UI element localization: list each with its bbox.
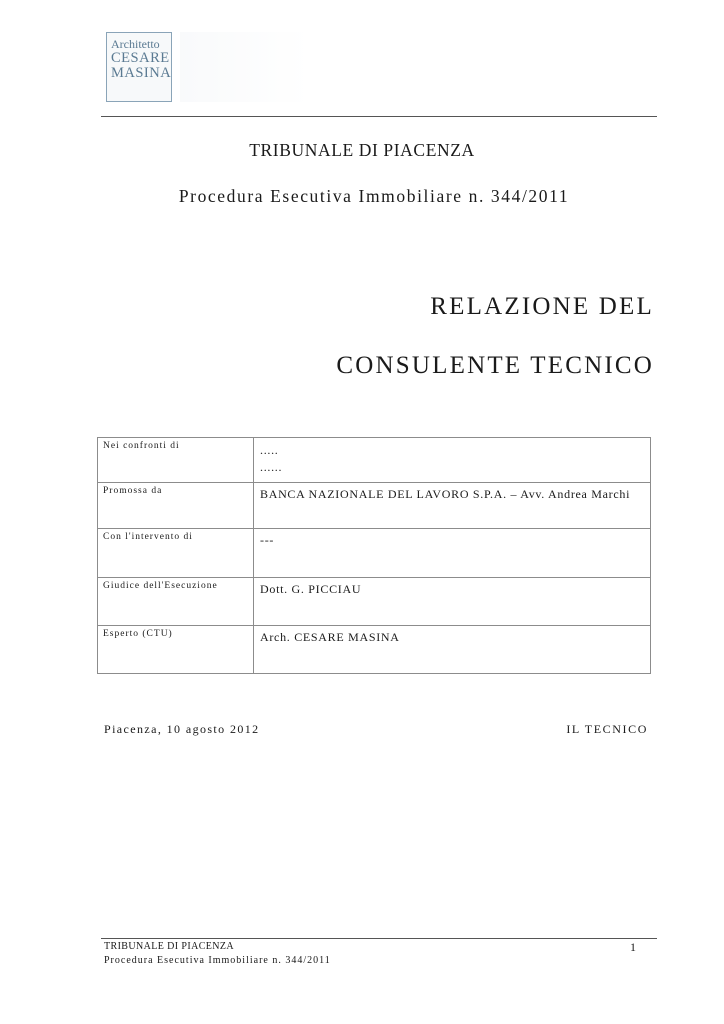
table-row (98, 483, 651, 529)
row-value: BANCA NAZIONALE DEL LAVORO S.P.A. – Avv. Andrea Marchi (254, 483, 651, 529)
header-divider (101, 116, 657, 117)
row-value (254, 438, 651, 483)
procedure-heading: Procedura Esecutiva Immobiliare n. 344/2011 (178, 186, 570, 206)
footer-procedure: Procedura Esecutiva Immobiliare n. 344/2011 (104, 955, 331, 966)
table-row (98, 578, 651, 626)
table-row (98, 626, 651, 674)
logo-shadow (180, 32, 310, 102)
row-label: Con l'intervento di (98, 529, 254, 578)
signature-role: IL TECNICO (566, 722, 648, 736)
logo-line-2: CESARE (111, 49, 170, 66)
row-value: Dott. G. PICCIAU (254, 578, 651, 626)
place-date: Piacenza, 10 agosto 2012 (104, 722, 260, 736)
page-number: 1 (630, 940, 636, 954)
row-value-line-1: ..... (260, 443, 279, 457)
case-info-table (97, 437, 651, 674)
row-label: Promossa da (98, 483, 254, 529)
report-title-line-2: CONSULENTE TECNICO (336, 352, 654, 379)
table-row (98, 438, 651, 483)
footer-divider (101, 938, 657, 939)
footer-court: TRIBUNALE DI PIACENZA (104, 941, 235, 952)
court-heading: TRIBUNALE DI PIACENZA (249, 140, 475, 160)
table-row (98, 529, 651, 578)
row-value-line-2: ...... (260, 460, 283, 474)
row-value: Arch. CESARE MASINA (254, 626, 651, 674)
row-label: Giudice dell'Esecuzione (98, 578, 254, 626)
report-title-line-1: RELAZIONE DEL (430, 293, 654, 320)
row-label: Esperto (CTU) (98, 626, 254, 674)
row-label: Nei confronti di (98, 438, 254, 483)
logo-line-3: MASINA (111, 64, 172, 81)
architect-logo (106, 32, 172, 102)
row-value: --- (254, 529, 651, 578)
logo-line-1: Architetto (111, 37, 160, 51)
